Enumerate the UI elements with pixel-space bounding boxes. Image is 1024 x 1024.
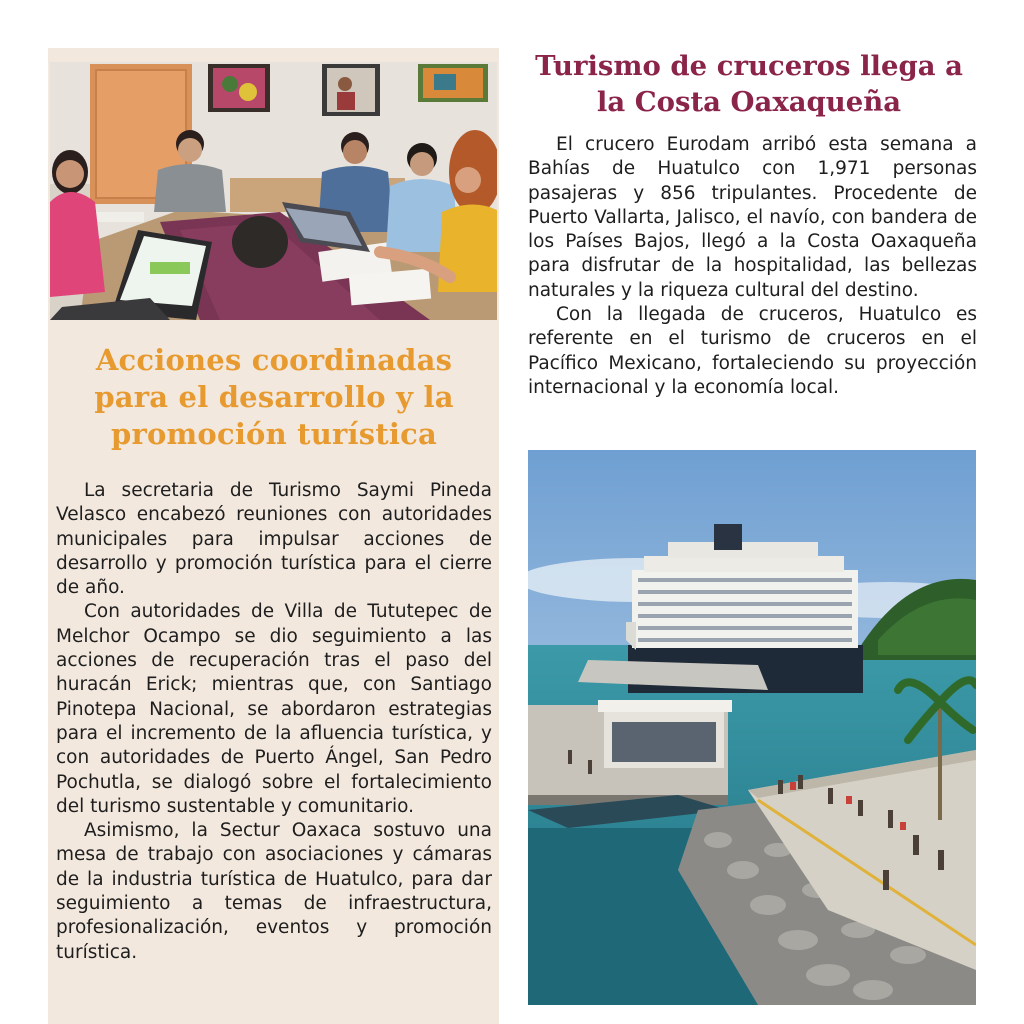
right-article-heading: Turismo de cruceros llega a la Costa Oaxaqueña — [535, 50, 963, 118]
left-article-body — [56, 479, 492, 965]
right-article-paragraph: Con la llegada de cruceros, Huatulco es referente en el turismo de cruceros en el Pacífico Mexicano, fortaleciendo su proyección internacional y la economía local. — [528, 304, 977, 398]
meeting-photo — [50, 62, 497, 320]
left-article-paragraph: Con autoridades de Villa de Tututepec de Melchor Ocampo se dio seguimiento a las acciones de recuperación tras el paso del huracán Erick; mientras que, con Santiago Pinotepa Nacional, se abordaron estrategias para el incremento de la afluencia turística, y con autoridades de Puerto Ángel, San Pedro Pochutla, se dialogó sobre el fortalecimiento del turismo sustentable y comunitario. — [56, 601, 492, 817]
cruise-ship-photo — [528, 450, 976, 1005]
right-article-paragraph: El crucero Eurodam arribó esta semana a Bahías de Huatulco con 1,971 personas pasajeras y 856 tripulantes. Procedente de Puerto Vallarta, Jalisco, el navío, con bandera de los Países Bajos, llegó a la Costa Oaxaqueña para disfrutar de la hospitalidad, las bellezas naturales y la riqueza cultural del destino. — [528, 134, 977, 301]
left-article-heading: Acciones coordinadas para el desarrollo y la promoción turística — [94, 343, 454, 451]
right-article-body — [528, 133, 977, 400]
left-article-paragraph: Asimismo, la Sectur Oaxaca sostuvo una mesa de trabajo con asociaciones y cámaras de la industria turística de Huatulco, para dar seguimiento a temas de infraestructura, profesionalización, eventos y promoción turística. — [56, 820, 492, 963]
left-article-paragraph: La secretaria de Turismo Saymi Pineda Velasco encabezó reuniones con autoridades municipales para impulsar acciones de desarrollo y promoción turística para el cierre de año. — [56, 480, 492, 599]
